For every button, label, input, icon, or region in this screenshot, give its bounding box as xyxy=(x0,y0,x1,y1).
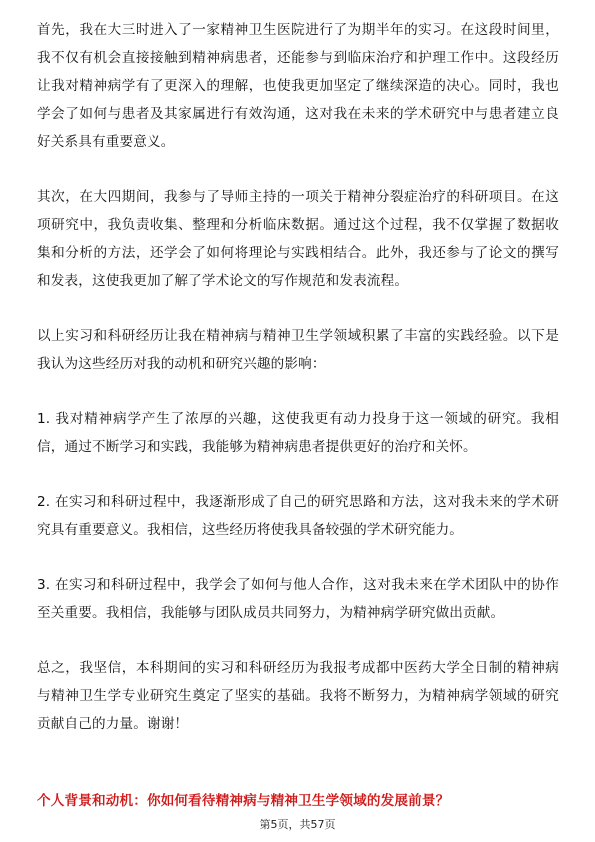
paragraph-point-3: 3. 在实习和科研过程中，我学会了如何与他人合作，这对我未来在学术团队中的协作至关重要。我相信，我能够与团队成员共同努力，为精神病学研究做出贡献。 xyxy=(37,577,559,621)
page-number: 第5页，共57页 xyxy=(259,818,336,831)
paragraph-experience-summary: 以上实习和科研经历让我在精神病与精神卫生学领域积累了丰富的实践经验。以下是我认为这些经历对我的动机和研究兴趣的影响： xyxy=(37,328,559,372)
paragraph-conclusion: 总之，我坚信，本科期间的实习和科研经历为我报考成都中医药大学全日制的精神病与精神卫生学专业研究生奠定了坚实的基础。我将不断努力，为精神病学领域的研究贡献自己的力量。谢谢！ xyxy=(37,660,559,732)
paragraph-point-2: 2. 在实习和科研过程中，我逐渐形成了自己的研究思路和方法，这对我未来的学术研究具有重要意义。我相信，这些经历将使我具备较强的学术研究能力。 xyxy=(37,494,559,538)
paragraph-research-project: 其次，在大四期间，我参与了导师主持的一项关于精神分裂症治疗的科研项目。在这项研究中，我负责收集、整理和分析临床数据。通过这个过程，我不仅掌握了数据收集和分析的方法，还学会了如何将理论与实践相结合。此外，我还参与了论文的撰写和发表，这使我更加了解了学术论文的写作规范和发表流程。 xyxy=(37,189,559,289)
paragraph-internship: 首先，我在大三时进入了一家精神卫生医院进行了为期半年的实习。在这段时间里，我不仅有机会直接接触到精神病患者，还能参与到临床治疗和护理工作中。这段经历让我对精神病学有了更深入的理解，也使我更加坚定了继续深造的决心。同时，我也学会了如何与患者及其家属进行有效沟通，这对我在未来的学术研究中与患者建立良好关系具有重要意义。 xyxy=(37,22,559,150)
question-heading: 个人背景和动机：你如何看待精神病与精神卫生学领域的发展前景？ xyxy=(37,793,450,809)
body-text xyxy=(37,16,559,765)
paragraph-point-1: 1. 我对精神病学产生了浓厚的兴趣，这使我更有动力投身于这一领域的研究。我相信，通过不断学习和实践，我能够为精神病患者提供更好的治疗和关怀。 xyxy=(37,411,559,455)
